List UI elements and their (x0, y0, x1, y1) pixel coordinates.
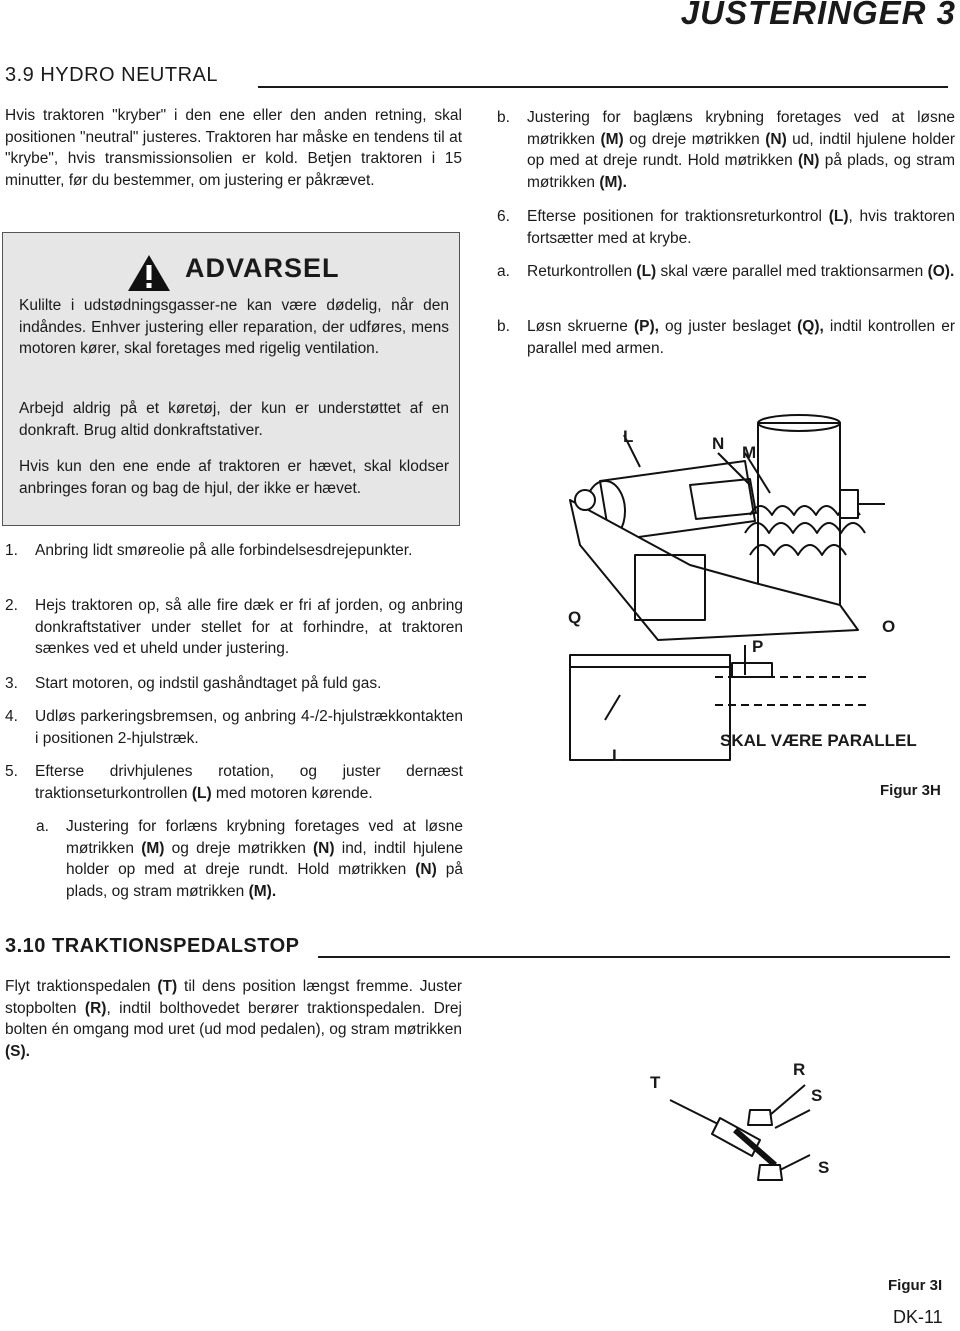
traktionspedalstop-paragraph: Flyt traktionspedalen (T) til dens position længst fremme. Juster stopbolten (R), indtil bolthovedet berører traktionspedalen. Drej bolten én omgang mod uret (ud mod pedalen), og stram møtrikken (S). (5, 978, 463, 1060)
warning-title: ADVARSEL (185, 253, 340, 283)
figure-3h-label-p: P (752, 637, 764, 656)
warning-triangle-icon (126, 253, 172, 293)
page-number: DK-11 (893, 1307, 943, 1327)
page-header-title: JUSTERINGER 3 (680, 0, 956, 31)
figure-3h-label-q: Q (568, 608, 582, 627)
figure-3h-label-m: M (742, 443, 757, 462)
section-underline (318, 956, 950, 958)
figure-3h-caption: Figur 3H (880, 782, 941, 799)
figure-3i-label-r: R (793, 1060, 806, 1079)
warning-paragraph-1: Kulilte i udstødningsgasser-ne kan være dødelig, når den indåndes. Enhver justering eller reparation, der udføres, mens motoren kører, skal foretages med rigelig ventilation. (19, 297, 449, 357)
warning-box (2, 232, 460, 526)
figure-3h-label-o: O (882, 617, 896, 636)
warning-paragraph-3: Hvis kun den ene ende af traktoren er hævet, skal klodser anbringes foran og bag de hjul, der ikke er hævet. (19, 458, 449, 497)
warning-paragraph-2: Arbejd aldrig på et køretøj, der kun er understøttet af en donkraft. Brug altid donkraftstativer. (19, 400, 449, 439)
intro-paragraph: Hvis traktoren "kryber" i den ene eller den anden retning, skal positionen "neutral" justeres. Traktoren har måske en tendens til at "krybe", hvis transmissionsolien er kold. Betjen traktoren i 15 minutter, før du bestemmer, om justering er påkrævet. (5, 107, 462, 189)
figure-3h-label-n: N (712, 434, 725, 453)
figure-3h-label-l-top: L (623, 427, 634, 446)
section-underline (258, 86, 948, 88)
figure-3i-label-t: T (650, 1073, 661, 1092)
figure-3i-label-s-top: S (811, 1086, 823, 1105)
figure-3h-parallel-note: SKAL VÆRE PARALLEL (720, 731, 917, 750)
section-title-hydro-neutral: 3.9 HYDRO NEUTRAL (5, 64, 218, 86)
section-title-traktionspedalstop: 3.10 TRAKTIONSPEDALSTOP (5, 935, 300, 957)
figure-3i-label-s-bottom: S (818, 1158, 830, 1177)
figure-3i-caption: Figur 3I (888, 1277, 943, 1294)
figure-3h-label-l-bottom: L (612, 746, 623, 765)
